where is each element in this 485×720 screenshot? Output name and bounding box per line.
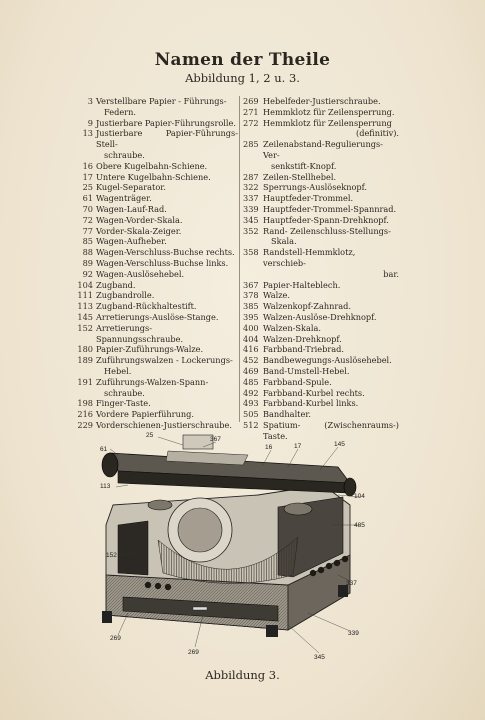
part-entry [243,226,399,248]
part-name-text: Papier-Halteblech. [263,279,341,290]
part-number: 492 [243,387,259,398]
part-name [96,193,238,204]
part-entry [243,398,399,409]
part-number: 339 [243,203,259,214]
part-name [263,377,399,388]
part-name-text: Zugband-Rückhaltestift. [96,301,197,312]
part-name-text: Wagenträger. [96,193,152,204]
part-name-text: Hauptfeder-Trommel-Spannrad. [263,203,397,214]
part-number: 385 [243,301,259,312]
part-entry [76,290,238,301]
part-name-continuation: Federn. [104,106,136,117]
part-number: 493 [243,398,259,409]
part-name [96,301,238,312]
part-name-text: Hebelfeder-Justierschraube. [263,96,381,106]
part-entry [243,355,399,366]
figure-label: 367 [210,436,221,443]
parts-list-right [243,96,399,442]
figure-label: 152 [106,552,117,559]
part-name-continuation: Hebel. [104,365,132,376]
part-name-continuation: senkstift-Knopf. [271,160,337,171]
part-name [96,118,238,129]
part-name [263,107,399,118]
part-name-text: Vorderschienen-Justierschraube. [96,419,232,430]
part-number: 378 [243,290,259,301]
part-number: 400 [243,322,259,333]
part-name [96,398,238,409]
part-entry [243,388,399,399]
part-name [96,280,238,291]
part-name [263,409,399,420]
figure-label: 269 [188,649,199,656]
part-entry [243,312,399,323]
part-entry [243,182,399,193]
part-entry [76,193,238,204]
part-number: 3 [87,96,93,106]
part-entry [243,290,399,301]
part-entry [243,409,399,420]
column-divider [239,96,240,422]
part-entry [76,182,238,193]
part-entry [76,172,238,183]
part-entry [76,344,238,355]
part-name-text: Sperrungs-Auslöseknopf. [263,182,368,193]
part-name-text: Hauptfeder-Spann-Drehknopf. [263,214,389,225]
part-name [263,301,399,312]
part-number: 104 [77,279,93,290]
part-name-text: Arretierungs-Auslöse-Stange. [96,311,219,322]
part-name-text: Kugel-Separator. [96,182,166,193]
part-name-text: Farbband-Spule. [263,376,332,387]
part-name-text: Wagen-Aufheber. [96,236,167,247]
part-number: 16 [82,160,93,171]
part-entry [76,161,238,172]
part-number: 92 [82,268,93,279]
part-entry [76,96,238,118]
part-number: 505 [243,409,259,420]
part-number: 269 [243,96,259,106]
part-name-text: Vorder-Skala-Zeiger. [96,225,182,236]
part-name [263,96,399,107]
part-number: 271 [243,106,259,117]
part-number: 198 [77,398,93,409]
part-name [263,193,399,204]
part-entry [76,204,238,215]
part-entry [76,128,238,160]
part-entry [76,247,238,258]
part-number: 189 [77,355,93,366]
part-name [96,258,238,269]
part-number: 285 [243,139,259,150]
part-name-text: Hemmklotz für Zeilensperrung [263,117,392,128]
typewriter-illustration [88,425,388,665]
part-name-text: Walzen-Skala. [263,322,321,333]
figure-label: 113 [100,483,111,490]
part-name-continuation: bar. [383,268,399,279]
part-name [263,355,399,366]
part-name [263,312,399,323]
figure-label: 17 [294,443,302,450]
part-name [96,215,238,226]
part-name-text: Randstell-Hemmklotz, verschieb- [263,247,356,268]
part-number: 485 [243,376,259,387]
part-entry [243,139,399,171]
part-number: 395 [243,311,259,322]
part-name [96,204,238,215]
part-entry [76,398,238,409]
part-number: 180 [77,344,93,355]
part-name [96,344,238,355]
page-subtitle: Abbildung 1, 2 u. 3. [185,71,300,85]
part-name-text: Zuführungs-Walzen-Spann- [96,376,209,387]
figure-label: 339 [348,630,359,637]
part-number: 89 [82,257,93,268]
part-name [263,323,399,334]
part-number: 452 [243,355,259,366]
part-number: 345 [243,214,259,225]
part-number: 113 [77,301,93,312]
part-name [96,128,238,160]
part-name [96,409,238,420]
part-name-text: Band-Umstell-Hebel. [263,365,350,376]
part-entry [76,236,238,247]
part-name [263,204,399,215]
figure-label: 61 [100,446,108,453]
part-name-text: Zugbandrolle. [96,290,155,301]
part-entry [243,172,399,183]
part-name [96,377,238,399]
part-name-text: Vordere Papierführung. [96,409,194,420]
part-name [96,182,238,193]
figure-label: 345 [314,654,325,661]
part-entry [76,409,238,420]
figure-label: 145 [334,441,345,448]
part-number: 287 [243,171,259,182]
part-number: 352 [243,225,259,236]
part-name-text: Justierbare Papier-Führungsrolle. [96,117,236,128]
part-name-text: Verstellbare Papier - Führungs- [96,96,227,106]
part-number: 111 [77,290,93,301]
part-name [263,172,399,183]
part-number: 72 [82,214,93,225]
part-name-text: Bandbewegungs-Auslösehebel. [263,355,392,366]
figure-caption: Abbildung 3. [205,668,280,682]
part-name [263,215,399,226]
part-name-text: Arretierungs-Spannungsschraube. [96,322,184,344]
part-name [96,247,238,258]
part-name [96,323,238,345]
part-entry [243,247,399,279]
part-entry [243,107,399,118]
part-entry [76,355,238,377]
part-name [263,139,399,171]
part-name-text: Wagen-Verschluss-Buchse links. [96,257,229,268]
part-name-continuation: (definitiv). [356,128,399,139]
part-entry [243,204,399,215]
part-number: 272 [243,117,259,128]
part-entry [243,377,399,388]
figure-label: 337 [346,580,357,587]
part-name-text: Wagen-Vorder-Skala. [96,214,183,225]
part-number: 337 [243,193,259,204]
part-entry [243,215,399,226]
page-title: Namen der Theile [154,50,331,70]
part-number: 61 [82,193,93,204]
part-name-text: Walzenkopf-Zahnrad. [263,301,352,312]
part-entry [76,258,238,269]
figure-label: 25 [146,432,154,439]
figure-label: 104 [354,493,365,500]
part-name-text: Zeilen-Stellhebel. [263,171,337,182]
part-name-continuation: schraube. [104,149,145,160]
part-name [263,398,399,409]
part-name-text: Zuführungswalzen - Lockerungs- [96,355,233,366]
part-name [96,236,238,247]
part-name-text: Walze. [263,290,290,301]
part-name-text: Justierbare Papier-Führungs-Stell- [96,128,238,150]
part-entry [243,193,399,204]
part-number: 9 [87,117,93,128]
part-number: 512 [243,419,259,430]
parts-list-left [76,96,238,431]
part-name-continuation: schraube. [104,387,145,398]
part-name [263,182,399,193]
part-entry [243,280,399,291]
part-number: 367 [243,279,259,290]
part-name-text: Walzen-Auslöse-Drehknopf. [263,311,377,322]
figure-label: 16 [265,444,273,451]
part-name [96,96,238,118]
part-name-continuation: Skala. [271,236,297,247]
part-name [96,172,238,183]
part-number: 404 [243,333,259,344]
part-name-text: Hemmklotz für Zeilensperrung. [263,106,395,117]
figure-label: 269 [110,635,121,642]
part-name-text: Hauptfeder-Trommel. [263,193,354,204]
part-number: 77 [82,225,93,236]
part-entry [76,312,238,323]
part-name-text: Obere Kugelbahn-Schiene. [96,160,208,171]
part-number: 152 [77,322,93,333]
part-name-text: Finger-Taste. [96,398,151,409]
part-number: 191 [77,376,93,387]
part-name-text: Zugband. [96,279,136,290]
part-name-text: Untere Kugelbahn-Schiene. [96,171,211,182]
part-name-text: Bandhalter. [263,409,311,420]
part-name-text: Walzen-Drehknopf. [263,333,342,344]
part-name [96,226,238,237]
part-number: 70 [82,203,93,214]
part-number: 229 [77,419,93,430]
part-entry [243,96,399,107]
part-number: 85 [82,236,93,247]
part-number: 13 [82,128,93,139]
part-name [263,388,399,399]
figure-label: 485 [354,522,365,529]
part-name-text: Wagen-Verschluss-Buchse rechts. [96,247,235,258]
part-number: 322 [243,182,259,193]
part-entry [243,323,399,334]
part-number: 17 [82,171,93,182]
part-entry [76,301,238,312]
part-number: 216 [77,409,93,420]
part-name [96,161,238,172]
part-name [263,226,399,248]
part-number: 469 [243,365,259,376]
part-name-text: Rand- Zeilenschluss-Stellungs- [263,225,391,236]
part-entry [243,118,399,140]
part-name-text: Farbband-Kurbel rechts. [263,387,365,398]
part-number: 416 [243,344,259,355]
part-name [263,344,399,355]
part-name-text: Spatium- (Zwischenraums-) Taste. [263,419,399,441]
part-entry [76,323,238,345]
part-name [263,366,399,377]
part-entry [243,301,399,312]
part-name [96,290,238,301]
part-number: 358 [243,247,259,258]
part-name [263,290,399,301]
part-entry [76,377,238,399]
part-entry [76,215,238,226]
part-entry [76,269,238,280]
part-name-text: Zeilenabstand-Regulierungs-Ver- [263,139,383,160]
part-name [263,334,399,345]
part-entry [76,118,238,129]
part-name [263,247,399,279]
part-entry [243,334,399,345]
part-name [263,280,399,291]
part-name [96,355,238,377]
part-entry [76,226,238,237]
part-entry [243,366,399,377]
part-name-text: Papier-Zuführungs-Walze. [96,344,204,355]
part-number: 88 [82,247,93,258]
part-name-text: Wagen-Auslösehebel. [96,268,185,279]
part-entry [243,344,399,355]
part-number: 25 [82,182,93,193]
part-name [263,118,399,140]
part-name-text: Farbband-Triebrad. [263,344,344,355]
part-name [96,312,238,323]
part-name-text: Farbband-Kurbel links. [263,398,359,409]
part-name-text: Wagen-Lauf-Rad. [96,203,167,214]
part-number: 145 [77,311,93,322]
part-entry [76,280,238,291]
part-name [96,269,238,280]
